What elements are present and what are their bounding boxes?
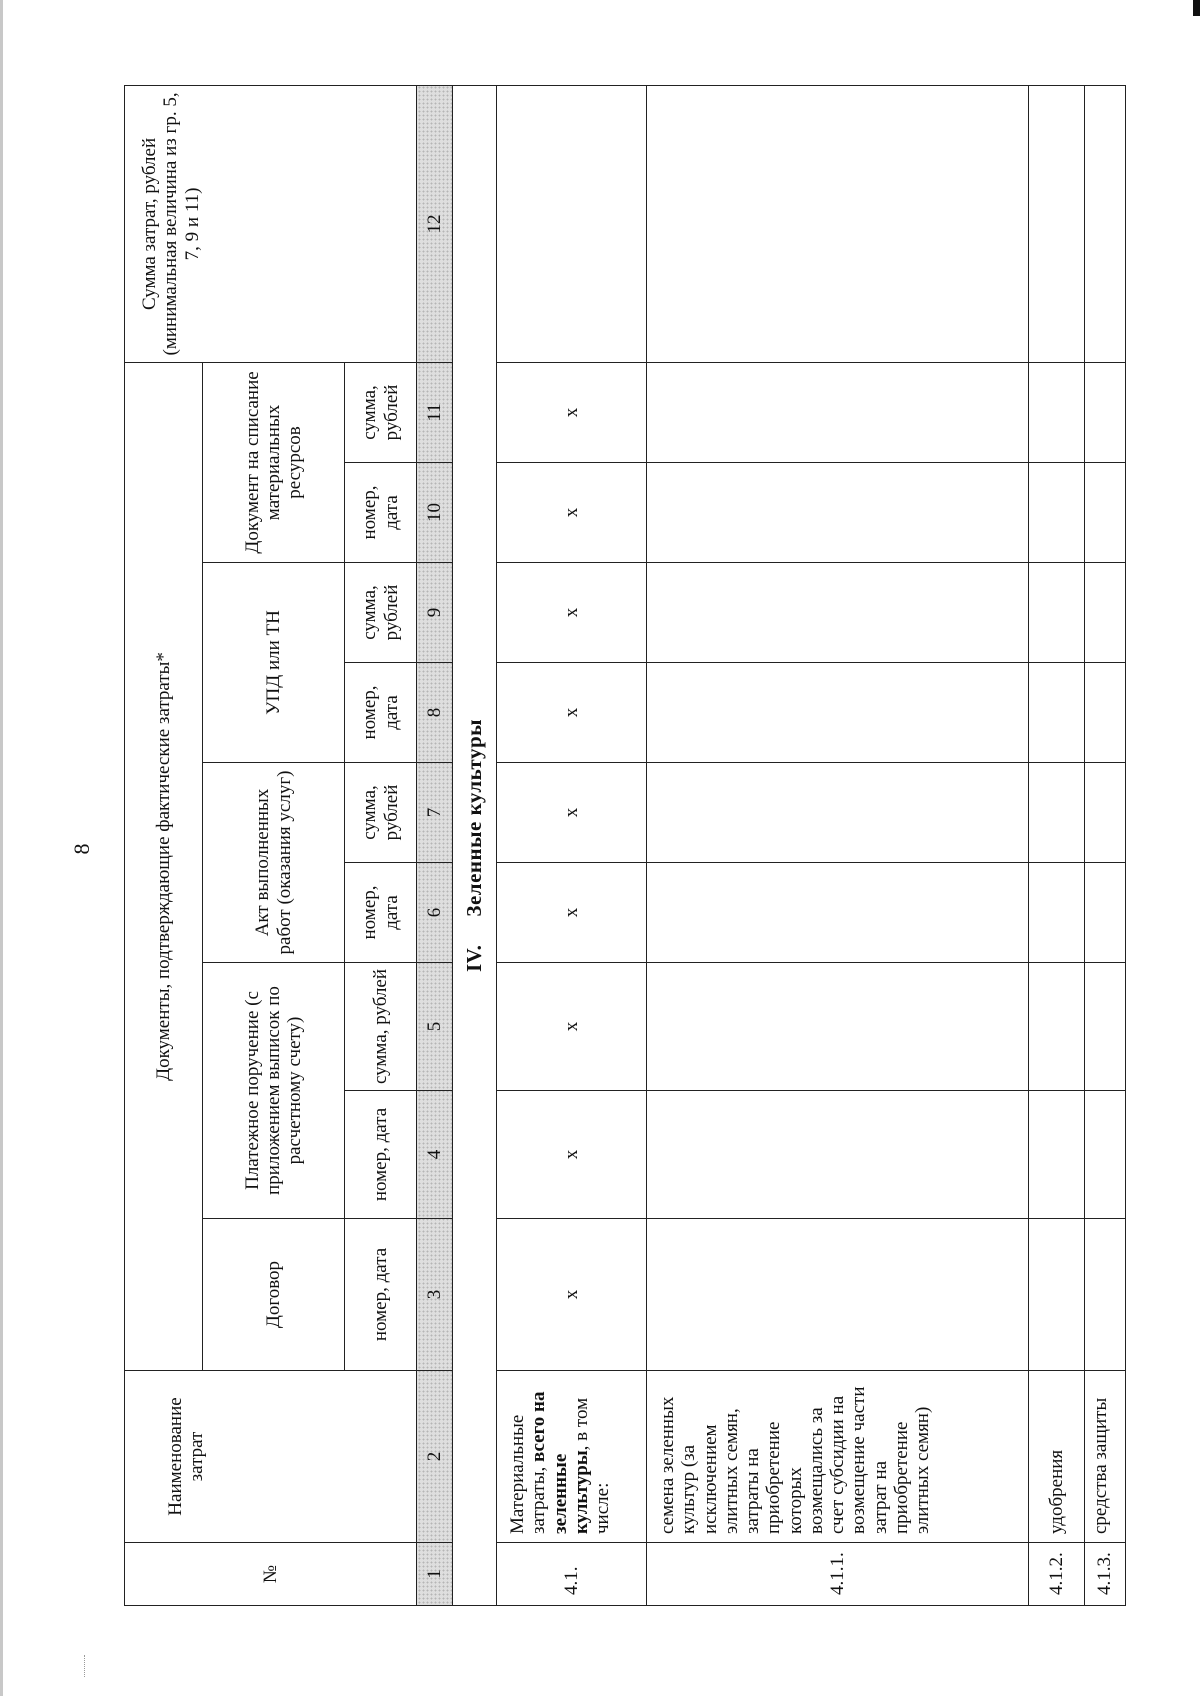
cell-writeoff-num (647, 463, 1029, 563)
row-number: 4.1. (497, 1543, 647, 1606)
cell-act-sum (647, 763, 1029, 863)
cell-writeoff-sum (647, 362, 1029, 462)
column-number: 8 (417, 663, 453, 763)
cell-act-num: x (497, 863, 647, 963)
cell-upd-num (1029, 663, 1085, 763)
column-number: 1 (417, 1543, 453, 1606)
header-name: Наименование затрат (125, 1371, 417, 1543)
header-num: № (125, 1543, 417, 1606)
row-name: семена зеленных культур (за исключением элитных семян, затраты на приобретение которых возмещались за счет субсидии на возмещение части затрат на приобретение элитных семян) (647, 1371, 1029, 1543)
column-number: 2 (417, 1371, 453, 1543)
cell-payment-num: x (497, 1091, 647, 1219)
scan-mark (1193, 0, 1200, 16)
cell-payment-sum (1029, 963, 1085, 1091)
cell-upd-sum: x (497, 563, 647, 663)
header-writeoff: Документ на списание материальных ресурсов (203, 362, 345, 562)
subheader-writeoff-sum: сумма, рублей (345, 362, 417, 462)
cell-payment-num (1029, 1091, 1085, 1219)
subheader-upd-sum: сумма, рублей (345, 563, 417, 663)
row-number: 4.1.1. (647, 1543, 1029, 1606)
scan-dots (84, 1655, 87, 1677)
row-number: 4.1.3. (1085, 1543, 1126, 1606)
rotated-table-wrapper (124, 86, 1125, 1606)
table-row (1085, 85, 1126, 1605)
table-row (1029, 85, 1085, 1605)
cell-payment-sum: x (497, 963, 647, 1091)
cell-contract (647, 1219, 1029, 1371)
column-number: 5 (417, 963, 453, 1091)
header-act: Акт выполненных работ (оказания услуг) (203, 763, 345, 963)
section-roman: IV. (461, 944, 486, 972)
header-contract: Договор (203, 1219, 345, 1371)
header-docs-group: Документы, подтверждающие фактические затраты* (125, 362, 203, 1370)
cell-writeoff-num (1029, 463, 1085, 563)
cell-writeoff-num (1085, 463, 1126, 563)
cell-upd-num (647, 663, 1029, 763)
cell-writeoff-sum (1029, 362, 1085, 462)
subheader-act-sum: сумма, рублей (345, 763, 417, 863)
cell-contract (1085, 1219, 1126, 1371)
column-number-row (417, 85, 453, 1605)
column-number: 7 (417, 763, 453, 863)
cell-act-sum (1029, 763, 1085, 863)
subheader-payment-num-date: номер, дата (345, 1091, 417, 1219)
cell-writeoff-sum (1085, 362, 1126, 462)
section-row (453, 85, 497, 1605)
column-number: 11 (417, 362, 453, 462)
row-name: Материальные затраты, всего на зеленные культуры, в том числе: (497, 1371, 647, 1543)
cell-total (1029, 85, 1085, 362)
section-name: Зеленные культуры (461, 718, 486, 917)
subheader-upd-num-date: номер, дата (345, 663, 417, 763)
table-row (647, 85, 1029, 1605)
page-number: 8 (69, 843, 94, 855)
cell-payment-num (647, 1091, 1029, 1219)
cell-payment-sum (1085, 963, 1126, 1091)
cell-act-num (1085, 863, 1126, 963)
column-number: 12 (417, 85, 453, 362)
cell-act-sum (1085, 763, 1126, 863)
cell-upd-num: x (497, 663, 647, 763)
cell-act-num (1029, 863, 1085, 963)
cell-act-sum: x (497, 763, 647, 863)
header-payment-order: Платежное поручение (с приложением выписок по расчетному счету) (203, 963, 345, 1219)
cell-total (497, 85, 647, 362)
cell-payment-sum (647, 963, 1029, 1091)
header-row-1 (125, 85, 203, 1605)
cell-upd-sum (1085, 563, 1126, 663)
row-name: удобрения (1029, 1371, 1085, 1543)
cell-writeoff-num: x (497, 463, 647, 563)
header-upd: УПД или ТН (203, 563, 345, 763)
column-number: 3 (417, 1219, 453, 1371)
cell-contract: x (497, 1219, 647, 1371)
column-number: 4 (417, 1091, 453, 1219)
scan-left-edge (0, 0, 3, 1696)
cell-upd-num (1085, 663, 1126, 763)
column-number: 6 (417, 863, 453, 963)
cost-documents-table (124, 85, 1126, 1606)
cell-total (1085, 85, 1126, 362)
subheader-act-num-date: номер, дата (345, 863, 417, 963)
column-number: 10 (417, 463, 453, 563)
cell-upd-sum (647, 563, 1029, 663)
row-number: 4.1.2. (1029, 1543, 1085, 1606)
cell-payment-num (1085, 1091, 1126, 1219)
cell-act-num (647, 863, 1029, 963)
cell-writeoff-sum: x (497, 362, 647, 462)
header-total: Сумма затрат, рублей (минимальная величина из гр. 5, 7, 9 и 11) (125, 85, 417, 362)
table-row (497, 85, 647, 1605)
cell-contract (1029, 1219, 1085, 1371)
column-number: 9 (417, 563, 453, 663)
subheader-contract-num-date: номер, дата (345, 1219, 417, 1371)
cell-total (647, 85, 1029, 362)
section-title (453, 85, 497, 1605)
subheader-payment-sum: сумма, рублей (345, 963, 417, 1091)
subheader-writeoff-num-date: номер, дата (345, 463, 417, 563)
row-name: средства защиты (1085, 1371, 1126, 1543)
cell-upd-sum (1029, 563, 1085, 663)
